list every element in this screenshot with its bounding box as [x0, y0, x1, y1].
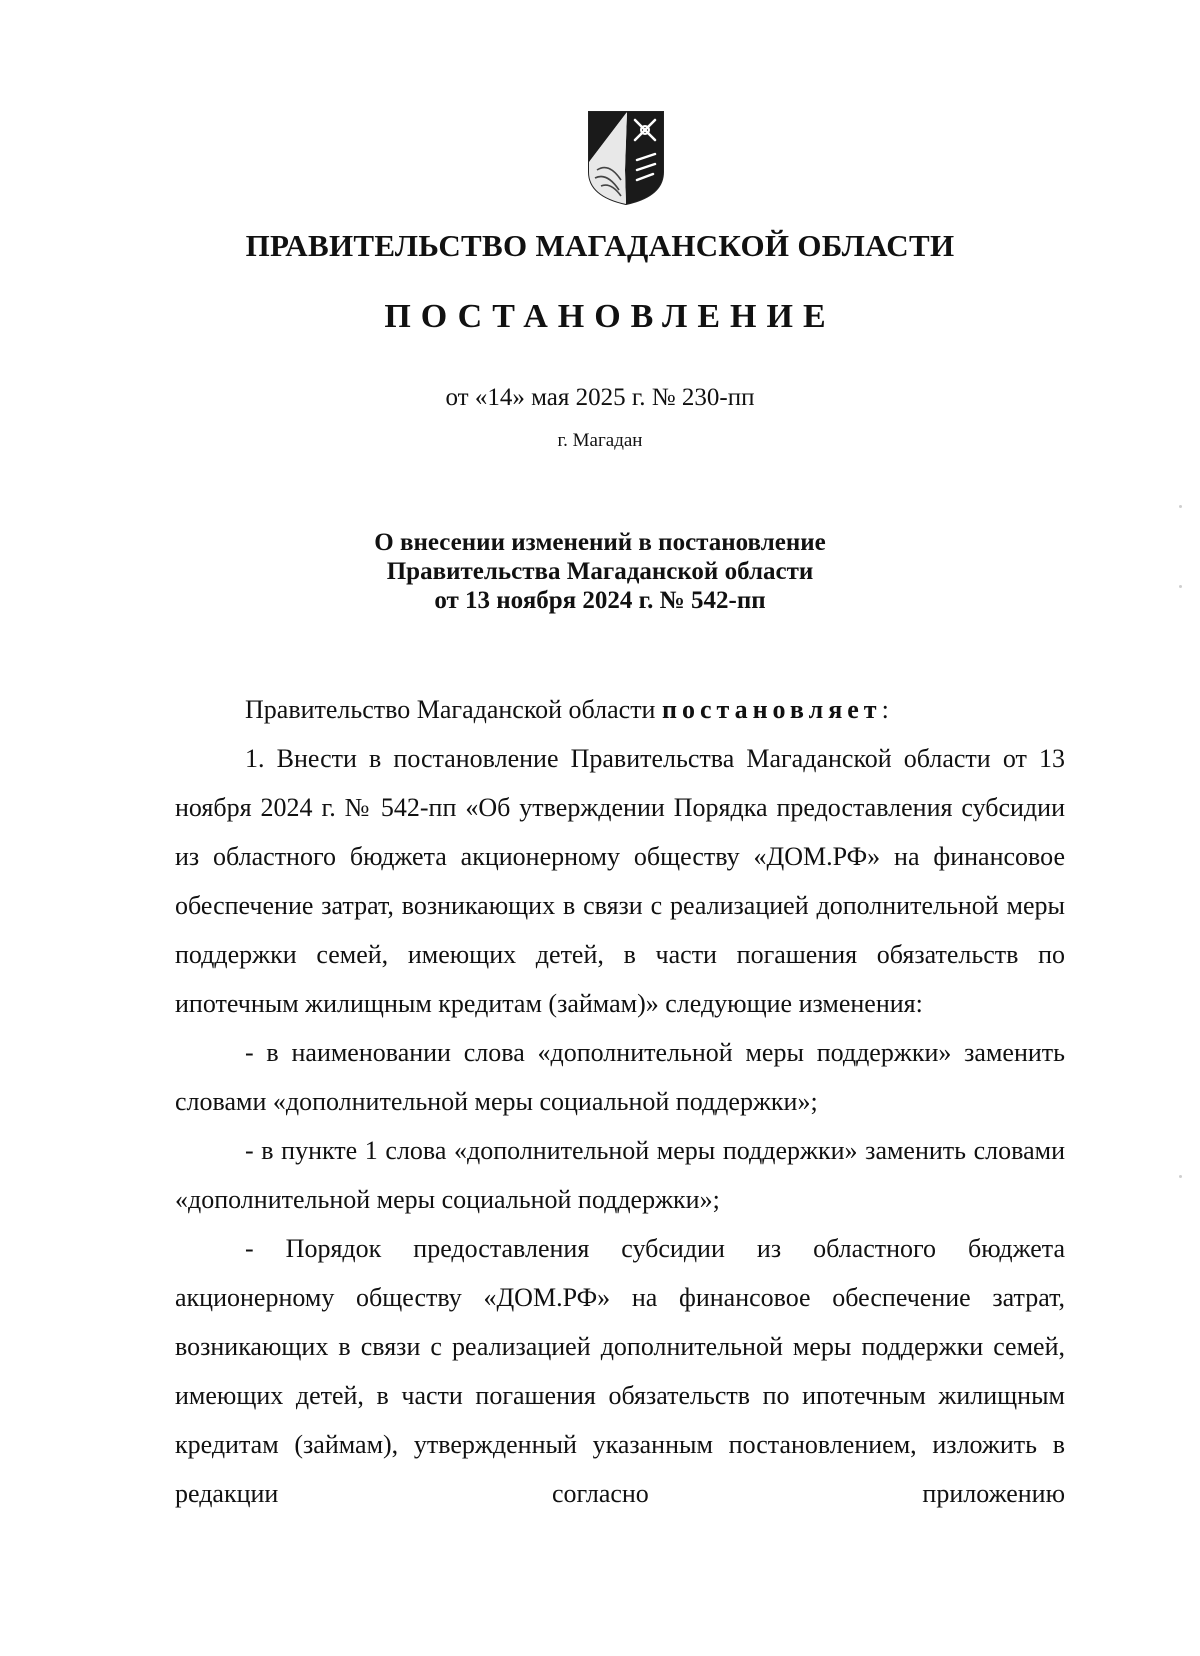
scan-artifact	[1179, 585, 1182, 588]
coat-of-arms-icon	[587, 110, 665, 206]
document-type: ПОСТАНОВЛЕНИЕ	[384, 298, 836, 335]
bullet-paragraph: - Порядок предоставления субсидии из областного бюджета акционерному обществу «ДОМ.РФ» на финансовое обеспечение затрат, возникающих в связи с реализацией дополнительной меры поддержки семей, имеющих детей, в части погашения обязательств по ипотечным жилищным кредитам (займам), утвержденный указанным постановлением, изложить в редакции согласно приложению	[175, 1234, 1065, 1508]
document-date-number: от «14» мая 2025 г. № 230-пп	[445, 384, 755, 411]
bullet-paragraph: - в наименовании слова «дополнительной меры поддержки» заменить словами «дополнительной меры социальной поддержки»;	[175, 1038, 1065, 1116]
intro-prefix: Правительство Магаданской области	[245, 695, 662, 724]
subject-line: Правительства Магаданской области	[386, 558, 814, 585]
scan-artifact	[1179, 1175, 1182, 1178]
document-city: г. Магадан	[557, 430, 643, 451]
subject-line: О внесении изменений в постановление	[374, 529, 826, 556]
scan-artifact	[1179, 505, 1182, 508]
government-name: ПРАВИТЕЛЬСТВО МАГАДАНСКОЙ ОБЛАСТИ	[245, 228, 955, 263]
item-1-paragraph: 1. Внести в постановление Правительства Магаданской области от 13 ноября 2024 г. № 542-пп «Об утверждении Порядка предоставления субсидии из областного бюджета акционерному обществу «ДОМ.РФ» на финансовое обеспечение затрат, возникающих в связи с реализацией дополнительной меры поддержки семей, имеющих детей, в части погашения обязательств по ипотечным жилищным кредитам (займам)» следующие изменения:	[175, 744, 1065, 1018]
document-body	[175, 685, 1065, 1518]
intro-suffix: :	[881, 695, 889, 724]
subject-line: от 13 ноября 2024 г. № 542-пп	[434, 587, 766, 614]
bullet-paragraph: - в пункте 1 слова «дополнительной меры поддержки» заменить словами «дополнительной меры социальной поддержки»;	[175, 1136, 1065, 1214]
intro-paragraph	[175, 685, 1065, 734]
document-subject	[0, 528, 1200, 615]
intro-action: постановляет	[661, 695, 882, 724]
